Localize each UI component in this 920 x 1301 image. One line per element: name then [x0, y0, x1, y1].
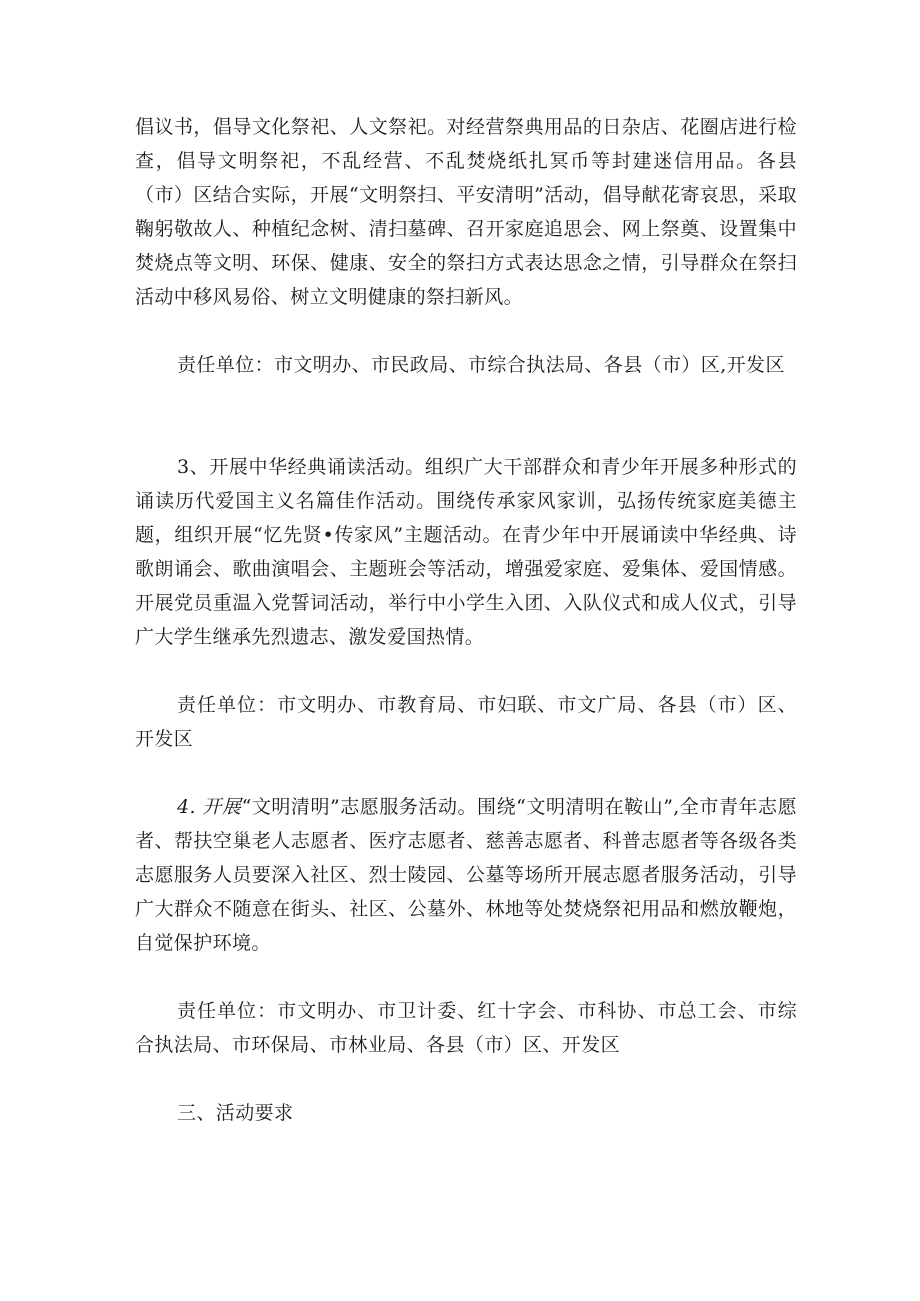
responsibility-units-3: 责任单位：市文明办、市卫计委、红十字会、市科协、市总工会、市综合执法局、市环保局、市林业局、各县（市）区、开发区: [135, 1000, 797, 1056]
responsibility-units-1: 责任单位：市文明办、市民政局、市综合执法局、各县（市）区,开发区: [177, 354, 785, 376]
paragraph-civilized-sacrifice: 倡议书，倡导文化祭祀、人文祭祀。对经营祭典用品的日杂店、花圈店进行检查，倡导文明祭祀，不乱经营、不乱焚烧纸扎冥币等封建迷信用品。各县（市）区结合实际，开展“文明祭扫、平安清明”活动，倡导献花寄哀思，采取鞠躬敬故人、种植纪念树、清扫墓碑、召开家庭追思会、网上祭奠、设置集中焚烧点等文明、环保、健康、安全的祭扫方式表达思念之情，引导群众在祭扫活动中移风易俗、树立文明健康的祭扫新风。: [135, 116, 797, 308]
paragraph-lead: 4. 开展: [177, 796, 242, 818]
paragraph-classic-recitation: 3、开展中华经典诵读活动。组织广大干部群众和青少年开展多种形式的诵读历代爱国主义名篇佳作活动。围绕传承家风家训，弘扬传统家庭美德主题，组织开展“忆先贤•传家风”主题活动。在青少年中开展诵读中华经典、诗歌朗诵会、歌曲演唱会、主题班会等活动，增强爱家庭、爱集体、爱国情感。开展党员重温入党誓词活动，举行中小学生入团、入队仪式和成人仪式，引导广大学生继承先烈遗志、激发爱国热情。: [135, 456, 797, 648]
section-heading-requirements: 三、活动要求: [177, 1102, 294, 1124]
paragraph-volunteer-service: [135, 790, 797, 960]
paragraph-body: “文明清明”志愿服务活动。围绕“文明清明在鞍山”,全市青年志愿者、帮扶空巢老人志愿者、医疗志愿者、慈善志愿者、科普志愿者等各级各类志愿服务人员要深入社区、烈士陵园、公墓等场所开展志愿者服务活动，引导广大群众不随意在街头、社区、公墓外、林地等处焚烧祭祀用品和燃放鞭炮，自觉保护环境。: [135, 796, 797, 954]
responsibility-units-2: 责任单位：市文明办、市教育局、市妇联、市文广局、各县（市）区、开发区: [135, 694, 797, 750]
